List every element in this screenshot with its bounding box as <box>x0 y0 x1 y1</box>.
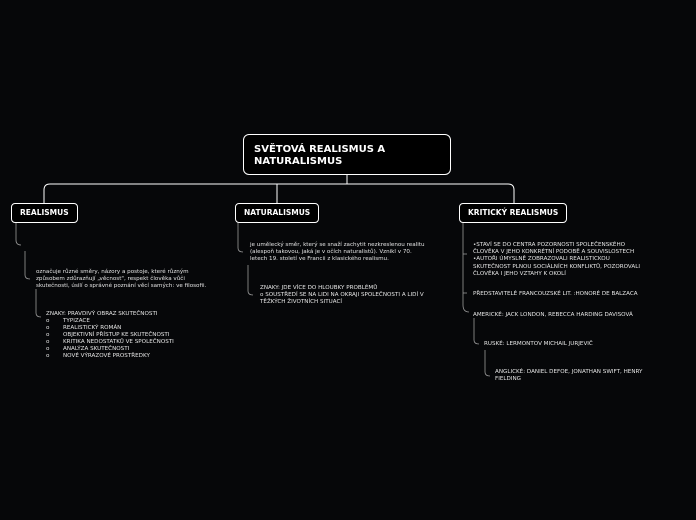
znak-item: TYPIZACE <box>63 318 90 324</box>
list-item <box>46 339 174 346</box>
kriticky-francouzske[interactable]: PŘEDSTAVITELÉ FRANCOUZSKÉ LIT. :HONORÉ DE BALZACA <box>473 291 638 297</box>
naturalismus-znaky[interactable] <box>260 285 424 307</box>
list-item <box>46 325 174 332</box>
branch-naturalismus[interactable] <box>235 203 319 223</box>
naturalismus-description[interactable] <box>250 242 425 264</box>
bullet: o <box>46 339 50 345</box>
list-item <box>46 332 174 339</box>
realismus-znaky-title: ZNAKY: PRAVDIVÝ OBRAZ SKUTEČNOSTI <box>46 311 158 317</box>
kriticky-desc-line5: ČLOVĚKA I JEHO VZTAHY K OKOLÍ <box>473 270 566 277</box>
bullet: o <box>46 318 50 324</box>
kriticky-anglicke[interactable] <box>495 369 642 383</box>
kriticky-desc-line1: •STAVÍ SE DO CENTRA POZORNOSTI SPOLEČENSKÉHO <box>473 242 626 248</box>
naturalismus-znaky-line3: TĚŽKÝCH ŽIVOTNÍCH SITUACÍ <box>260 299 343 306</box>
realismus-description[interactable] <box>36 269 206 291</box>
realismus-znaky[interactable] <box>46 311 174 360</box>
kriticky-americke[interactable]: AMERICKÉ: JACK LONDON, REBECCA HARDING DAVISOVÁ <box>473 312 633 318</box>
naturalismus-desc-line1: je umělecký směr, který se snaží zachytit nezkreslenou realitu <box>250 242 425 248</box>
root-title-line2: NATURALISMUS <box>254 156 343 167</box>
znak-item: ANALÝZA SKUTEČNOSTI <box>63 346 130 352</box>
znak-item: OBJEKTIVNÍ PŘÍSTUP KE SKUTEČNOSTI <box>63 332 170 338</box>
znak-item: REALISTICKÝ ROMÁN <box>63 325 122 331</box>
bullet: o <box>46 353 50 359</box>
branch-kriticky-label: KRITICKÝ REALISMUS <box>468 208 559 217</box>
list-item <box>46 353 174 360</box>
kriticky-anglicke-line2: FIELDING <box>495 376 521 383</box>
root-title-line1: SVĚTOVÁ REALISMUS A <box>254 144 386 155</box>
naturalismus-znaky-line1: ZNAKY: JDE VÍCE DO HLOUBKY PROBLÉMŮ <box>260 285 378 291</box>
kriticky-ruske[interactable]: RUSKÉ: LERMONTOV MICHAIL JURJEVIČ <box>484 341 593 347</box>
bullet: o <box>46 346 50 352</box>
list-item <box>46 318 174 325</box>
branch-realismus-label: REALISMUS <box>20 208 69 217</box>
znak-item: NOVÉ VÝRAZOVÉ PROSTŘEDKY <box>63 353 150 359</box>
realismus-desc-line3: skutečnosti, úsilí o správné poznání věcí samých: ve filosofii. <box>36 283 207 290</box>
znak-item: KRITIKA NEDOSTATKŮ VE SPOLEČNOSTI <box>63 339 174 345</box>
naturalismus-znaky-line2: o SOUSTŘEDÍ SE NA LIDI NA OKRAJI SPOLEČNOSTI A LIDÍ V <box>260 292 424 299</box>
list-item <box>46 346 174 353</box>
kriticky-desc-line3: •AUTOŘI ÚMYSLNĚ ZOBRAZOVALI REALISTICKOU <box>473 256 610 263</box>
branch-naturalismus-label: NATURALISMUS <box>244 208 311 217</box>
branch-realismus[interactable] <box>11 203 78 223</box>
kriticky-desc-line4: SKUTEČNOST PLNOU SOCIÁLNÍCH KONFLIKTŮ, POZOROVALI <box>473 263 640 270</box>
kriticky-desc-line2: ČLOVĚKA V JEHO KONKRÉTNÍ PODOBĚ A SOUVISLOSTECH <box>473 249 635 256</box>
naturalismus-desc-line3: letech 19. století ve Francii z klasického realismu. <box>250 256 389 263</box>
realismus-desc-line2: způsobem zdůrazňují „věcnost", respekt člověka vůči <box>36 276 185 283</box>
realismus-desc-line1: označuje různé směry, názory a postoje, které různým <box>36 269 189 275</box>
kriticky-anglicke-line1: ANGLICKÉ: DANIEL DEFOE, JONATHAN SWIFT, HENRY <box>495 369 643 375</box>
bullet: o <box>46 325 50 331</box>
kriticky-description[interactable] <box>473 242 640 278</box>
root-node[interactable] <box>243 134 451 175</box>
naturalismus-desc-line2: (alespoň takovou, jaká je v očích naturalistů). Vznikl v 70. <box>250 249 412 256</box>
bullet: o <box>46 332 50 338</box>
branch-kriticky-realismus[interactable] <box>459 203 567 223</box>
